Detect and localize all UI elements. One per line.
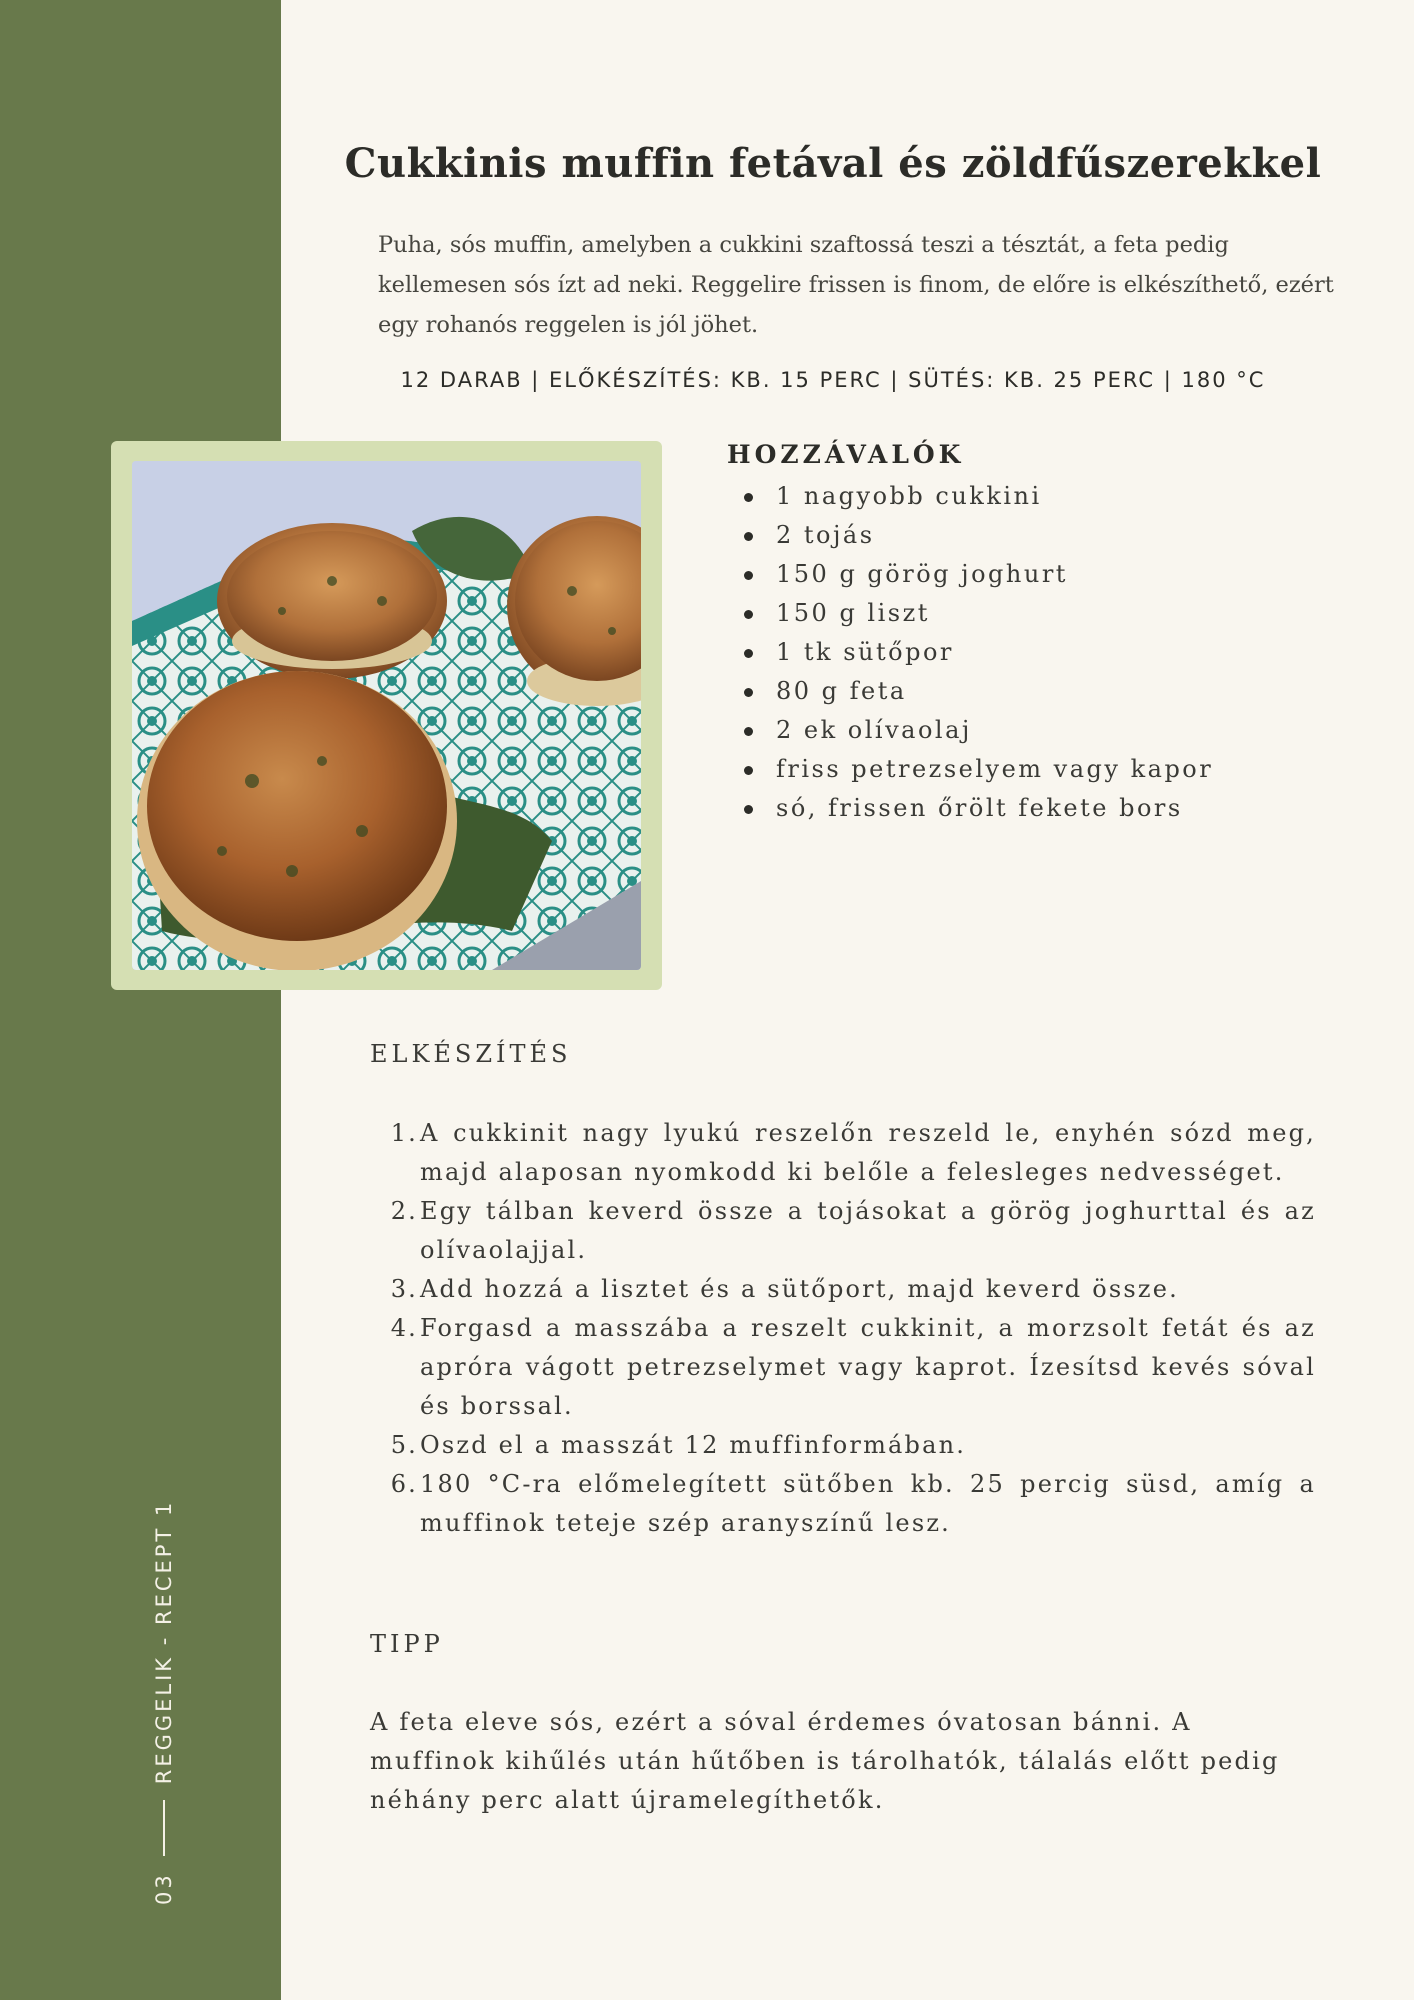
step-number: 4. bbox=[390, 1314, 418, 1342]
section-label: REGGELIK - RECEPT 1 bbox=[152, 1499, 176, 1785]
step-text: Forgasd a masszába a reszelt cukkinit, a morzsolt fetát és az apróra vágott petrezselymet vagy kaprot. Ízesítsd kevés sóval és borssal. bbox=[420, 1314, 1316, 1420]
divider-line bbox=[163, 1800, 165, 1856]
step-text: 180 °C-ra előmelegített sütőben kb. 25 percig süsd, amíg a muffinok teteje szép aranyszínű lesz. bbox=[420, 1470, 1316, 1537]
recipe-meta: 12 DARAB | ELŐKÉSZÍTÉS: KB. 15 PERC | SÜTÉS: KB. 25 PERC | 180 °C bbox=[400, 368, 1266, 392]
ingredient-item: só, frissen őrölt fekete bors bbox=[740, 789, 1213, 828]
tip-text: A feta eleve sós, ezért a sóval érdemes óvatosan bánni. A muffinok kihűlés után hűtőben is tárolhatók, tálalás előtt pedig néhány perc alatt újramelegíthetők. bbox=[370, 1708, 1280, 1814]
step-text: A cukkinit nagy lyukú reszelőn reszeld le, enyhén sózd meg, majd alaposan nyomkodd ki belőle a felesleges nedvességet. bbox=[420, 1119, 1316, 1186]
ingredients-list bbox=[740, 477, 1213, 828]
preparation-heading: ELKÉSZÍTÉS bbox=[370, 1040, 572, 1068]
page-footer-label bbox=[152, 1500, 176, 1905]
tip-heading: TIPP bbox=[370, 1630, 444, 1658]
ingredient-item: 1 nagyobb cukkini bbox=[740, 477, 1213, 516]
step-text: Add hozzá a lisztet és a sütőport, majd keverd össze. bbox=[420, 1275, 1179, 1303]
ingredients-heading: HOZZÁVALÓK bbox=[727, 440, 965, 469]
step-number: 5. bbox=[390, 1431, 418, 1459]
step-item bbox=[380, 1465, 1316, 1543]
step-item bbox=[380, 1114, 1316, 1192]
step-item bbox=[380, 1270, 1316, 1309]
ingredient-item: 1 tk sütőpor bbox=[740, 633, 1213, 672]
step-number: 3. bbox=[390, 1275, 418, 1303]
step-item bbox=[380, 1309, 1316, 1426]
page-number: 03 bbox=[152, 1872, 176, 1905]
ingredient-item: friss petrezselyem vagy kapor bbox=[740, 750, 1213, 789]
ingredient-item: 2 tojás bbox=[740, 516, 1213, 555]
sidebar bbox=[0, 0, 281, 2000]
step-item bbox=[380, 1426, 1316, 1465]
ingredient-item: 150 g görög joghurt bbox=[740, 555, 1213, 594]
ingredient-item: 2 ek olívaolaj bbox=[740, 711, 1213, 750]
step-item bbox=[380, 1192, 1316, 1270]
step-text: Oszd el a masszát 12 muffinformában. bbox=[420, 1431, 967, 1459]
step-text: Egy tálban keverd össze a tojásokat a görög joghurttal és az olívaolajjal. bbox=[420, 1197, 1316, 1264]
step-number: 1. bbox=[390, 1119, 418, 1147]
step-number: 6. bbox=[390, 1470, 418, 1498]
muffin-photo bbox=[132, 461, 641, 970]
photo-frame bbox=[111, 441, 662, 990]
ingredient-item: 80 g feta bbox=[740, 672, 1213, 711]
step-number: 2. bbox=[390, 1197, 418, 1225]
recipe-intro: Puha, sós muffin, amelyben a cukkini szaftossá teszi a tésztát, a feta pedig kellemesen sós ízt ad neki. Reggelire frissen is finom, de előre is elkészíthető, ezért egy rohanós reggelen is jól jöhet. bbox=[378, 232, 1334, 338]
recipe-title: Cukkinis muffin fetával és zöldfűszerekkel bbox=[344, 140, 1322, 187]
preparation-steps bbox=[380, 1114, 1316, 1543]
ingredient-item: 150 g liszt bbox=[740, 594, 1213, 633]
